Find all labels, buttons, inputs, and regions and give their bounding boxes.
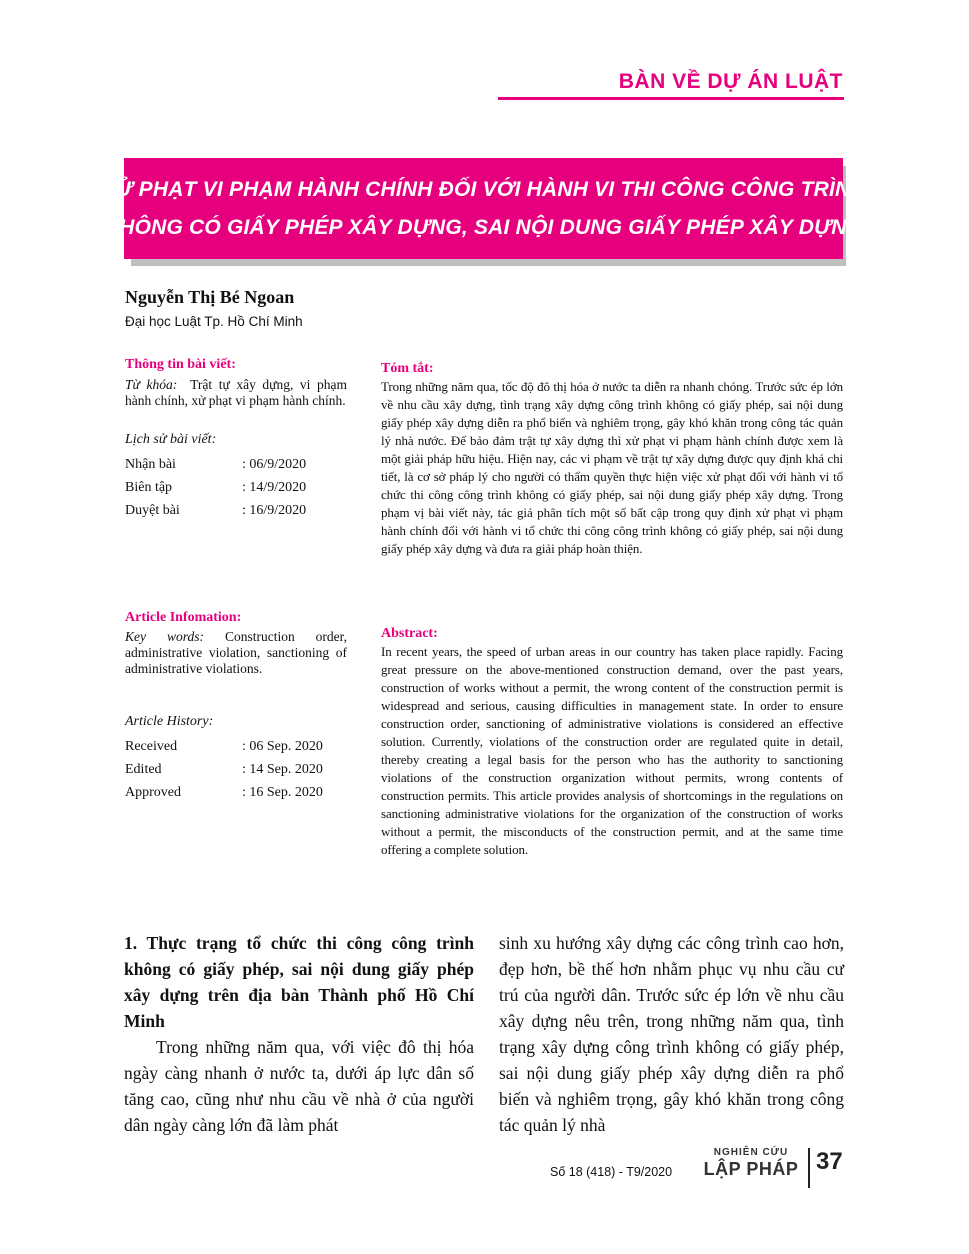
history-row — [125, 453, 347, 476]
history-row — [125, 476, 347, 499]
history-key: Approved — [125, 785, 181, 800]
abstract-en-text: In recent years, the speed of urban areas in our country has taken place rapidly. Facing great pressure on the above-mentioned construction demand, over the past years, construction of works without a permit, the wrong content of the construction permit is widespread and serious, causing difficulties in management state. In order to ensure construction order, sanctioning of administrative violations is considered an effective solution. Currently, violations of the construction order are regulated quite in detail, thereby creating a legal basis for the person who has the authority to sanctioning violations of the construction organization without permits, wrong contents of construction permits. This article provides analysis of shortcomings in the regulations on sanctioning administrative violations for the organization of the construction of works without a permit, the misconducts of the construction permit, and at the same time offering a complete solution. — [381, 644, 843, 857]
info-vi-heading: Thông tin bài viết: — [125, 357, 236, 372]
info-vi-history — [125, 453, 347, 522]
author-affiliation: Đại học Luật Tp. Hồ Chí Minh — [125, 314, 303, 329]
author-name: Nguyễn Thị Bé Ngoan — [125, 287, 295, 307]
footer-divider — [808, 1148, 810, 1188]
issue-number: Số 18 (418) - T9/2020 — [550, 1165, 673, 1179]
info-en-keywords-text: Construction order, administrative violation, sanctioning of administrative violations. — [125, 629, 347, 676]
history-value: : 06 Sep. 2020 — [242, 739, 323, 754]
info-en-history-label: Article History: — [125, 714, 214, 729]
article-info-en — [125, 609, 347, 804]
info-en-history — [125, 735, 347, 804]
history-key: Received — [125, 739, 178, 754]
history-value: : 14/9/2020 — [242, 480, 307, 495]
history-key: Edited — [125, 762, 162, 777]
history-row — [125, 499, 347, 522]
history-row — [125, 735, 347, 758]
history-row — [125, 781, 347, 804]
history-value: : 16 Sep. 2020 — [242, 785, 323, 800]
history-value: : 14 Sep. 2020 — [242, 762, 323, 777]
journal-logo-top: NGHIÊN CỨU — [713, 1147, 789, 1158]
summary-vi-heading: Tóm tắt: — [381, 361, 434, 376]
summary-vi — [381, 360, 843, 558]
info-en-heading: Article Infomation: — [125, 610, 242, 625]
summary-vi-text: Trong những năm qua, tốc độ đô thị hóa ở nước ta diễn ra nhanh chóng. Trước sức ép lớn về nhu cầu xây dựng, tình trạng xây dựng công trình không có giấy phép, sai nội dung giấy phép xây dựng diễn ra phổ biến và nghiêm trọng, gây khó khăn trong công tác quản lý nhà nước. Để bảo đảm trật tự xây dựng thì xử phạt vi phạm hành chính được xem là một giải pháp hữu hiệu. Hiện nay, các vi phạm về trật tự xây dựng được quy định khá chi tiết, là cơ sở pháp lý cho người có thẩm quyền thực hiện việc xử phạt đối với hành vi tổ chức thi công công trình không có giấy phép, sai nội dung giấy phép xây dựng. Trong phạm vị bài viết này, tác giả phân tích một số bất cập trong quy định xử phạt vi phạm hành chính đối với hành vi tổ chức thi công công trình không có giấy phép, sai nội dung giấy phép xây dựng và đưa ra giải pháp hoàn thiện. — [381, 379, 843, 556]
history-key: Biên tập — [125, 480, 173, 495]
info-en-keywords — [125, 629, 347, 677]
journal-logo — [697, 1147, 805, 1179]
section-tag: BÀN VỀ DỰ ÁN LUẬT — [618, 70, 843, 93]
info-vi-history-label: Lịch sử bài viết: — [125, 432, 217, 447]
body-paragraph-left: Trong những năm qua, với việc đô thị hóa ngày càng nhanh ở nước ta, dưới áp lực dân số tăng cao, cũng như nhu cầu về nhà ở của người dân ngày càng lớn đã làm phát — [124, 1037, 474, 1135]
title-line-1: XỬ PHẠT VI PHẠM HÀNH CHÍNH ĐỐI VỚI HÀNH VI THI CÔNG CÔNG TRÌNH — [101, 177, 866, 201]
article-title — [101, 158, 866, 259]
title-line-2: KHÔNG CÓ GIẤY PHÉP XÂY DỰNG, SAI NỘI DUNG GIẤY PHÉP XÂY DỰNG — [103, 215, 864, 239]
article-info-vi — [125, 356, 347, 522]
body-paragraph-right: sinh xu hướng xây dựng các công trình cao hơn, đẹp hơn, bề thế hơn nhằm phục vụ nhu cầu cư trú của người dân. Trước sức ép lớn về nhu cầu xây dựng nêu trên, trong những năm qua, tình trạng xây dựng công trình không có giấy phép, sai nội dung giấy phép xây dựng diễn ra phổ biến và nghiêm trọng, gây khó khăn trong công tác quản lý nhà — [499, 933, 844, 1135]
info-vi-keywords-label: Từ khóa: — [125, 377, 178, 392]
page-number: 37 — [816, 1148, 843, 1175]
history-value: : 16/9/2020 — [242, 503, 307, 518]
info-en-keywords-label: Key words: — [125, 629, 204, 644]
body-column-left — [124, 930, 474, 1138]
info-vi-keywords — [125, 377, 347, 409]
history-key: Duyệt bài — [125, 503, 180, 518]
journal-logo-bottom: LẬP PHÁP — [703, 1159, 799, 1179]
abstract-en-heading: Abstract: — [381, 626, 438, 641]
history-row — [125, 758, 347, 781]
section-heading: 1. Thực trạng tổ chức thi công công trình không có giấy phép, sai nội dung giấy phép xây dựng trên địa bàn Thành phố Hồ Chí Minh — [124, 933, 474, 1031]
info-vi-keywords-text: Trật tự xây dựng, vi phạm hành chính, xử phạt vi phạm hành chính. — [125, 377, 347, 408]
section-rule — [498, 97, 844, 100]
history-value: : 06/9/2020 — [242, 457, 307, 472]
history-key: Nhận bài — [125, 457, 176, 472]
abstract-en — [381, 625, 843, 859]
